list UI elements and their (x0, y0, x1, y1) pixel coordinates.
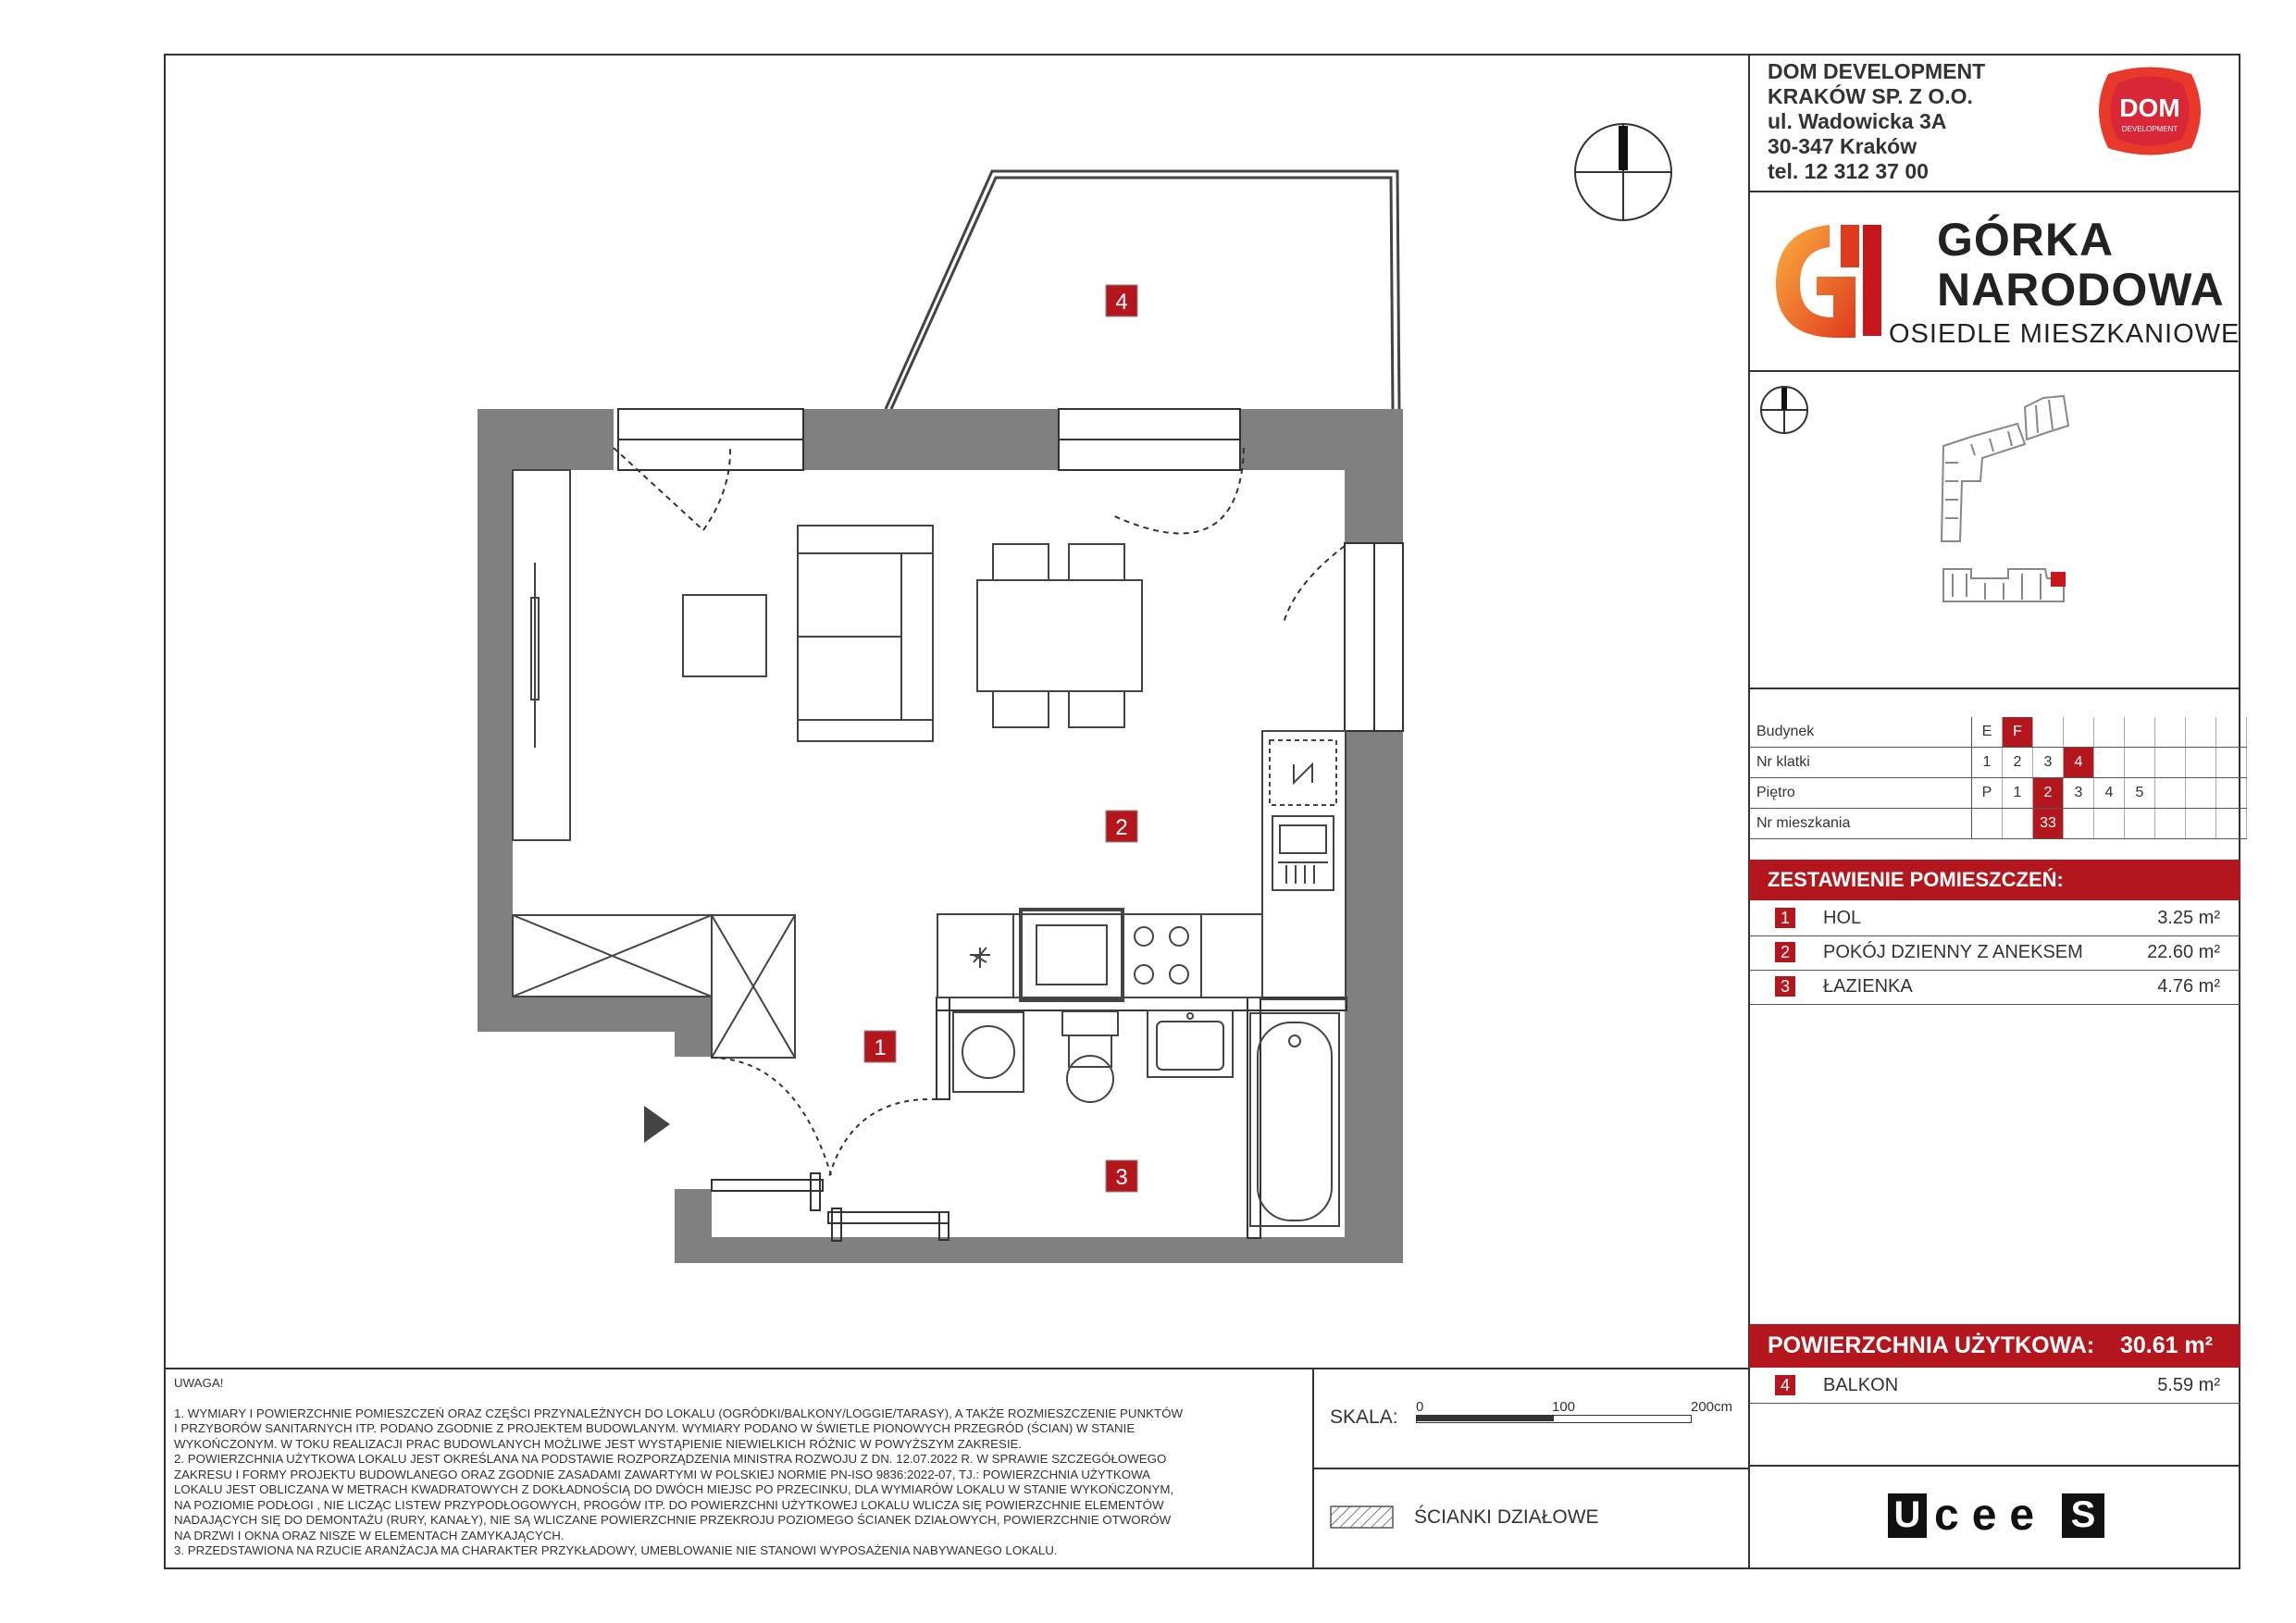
dom-development-logo (2090, 65, 2210, 157)
location-row-label: Piętro (1749, 778, 1972, 809)
location-cell (2155, 748, 2186, 778)
divider-keyplan (1748, 688, 2240, 689)
ucees-logo-s: S (2062, 1493, 2104, 1538)
location-cell: 1 (2003, 778, 2033, 809)
location-cell: 3 (2064, 778, 2094, 809)
location-row (1749, 809, 2247, 839)
location-cell: 5 (2125, 778, 2155, 809)
location-cell (2094, 717, 2125, 748)
room-name: BALKON (1823, 1375, 1899, 1395)
scale-tick-0: 0 (1416, 1399, 1424, 1415)
room-row (1749, 936, 2240, 971)
location-cell (2064, 717, 2094, 748)
divider-company (1748, 191, 2240, 192)
location-row-label: Nr klatki (1749, 748, 1972, 778)
location-cell (2155, 809, 2186, 839)
bathroom-fixtures (953, 1010, 1339, 1226)
total-area-value: 30.61 m² (2119, 1332, 2213, 1358)
notes-line: NA DRZWI I OKNA ORAZ NISZE W ELEMENTACH ZAMYKAJĄCYCH. (174, 1528, 565, 1542)
room-area: 3.25 m² (2157, 908, 2220, 928)
gorka-narodowa-logo-mark (1772, 217, 1883, 347)
project-name (1937, 215, 2225, 315)
divider-notes (164, 1368, 1750, 1369)
notes-line: 3. PRZEDSTAWIONA NA RZUCIE ARANŻACJA MA CHARAKTER PRZYKŁADOWY, UMEBLOWANIE NIE STANOWI WYPOSAŻENIA NABYWANEGO LOKALU. (174, 1543, 1058, 1557)
entrance-arrow-icon (644, 1106, 670, 1143)
company-line: ul. Wadowicka 3A (1768, 109, 1947, 133)
location-cell (2216, 809, 2247, 839)
location-cell: 1 (1972, 748, 2003, 778)
doors (712, 1058, 949, 1241)
ucees-logo-text: cee (1934, 1491, 2048, 1540)
room-area: 4.76 m² (2157, 976, 2220, 997)
location-cell: 4 (2064, 748, 2094, 778)
walls (478, 409, 1403, 1263)
kitchen-counter (937, 731, 1346, 1000)
notes-line: ZAKRESU I FORMY PROJEKTU BUDOWLANEGO ORAZ ZGODNIE ZASADAMI ZAWARTYMI W POLSKIEJ NORMIE PN-ISO 9836:2022-07, TJ.: POWIERZCHNIA UŻYTKOWA (174, 1467, 1151, 1481)
company-line: 30-347 Kraków (1768, 134, 1917, 158)
scale-tick-200: 200cm (1691, 1399, 1733, 1415)
living-furniture (683, 526, 1142, 741)
total-area-bar (1749, 1324, 2240, 1368)
total-area-label: POWIERZCHNIA UŻYTKOWA: (1768, 1332, 2095, 1358)
location-cell (2186, 717, 2216, 748)
room-number-badge: 2 (1775, 942, 1795, 962)
notes-line: NA POZIOMIE PODŁOGI , NIE LICZĄC LISTEW PRZYPODŁOGOWYCH, PROGÓW ITP. DO POWIERZCHNI UŻYTKOWEJ LOKALU WLICZA SIĘ POWIERZCHNIE ELEMENTÓW (174, 1497, 1164, 1512)
plan-label-2: 2 (1115, 815, 1128, 840)
window-doors (614, 448, 1345, 623)
location-row (1749, 717, 2247, 748)
room-number-badge: 4 (1775, 1375, 1795, 1395)
balcony-row (1749, 1369, 2240, 1404)
ucees-logo-u: U (1888, 1493, 1927, 1538)
location-cell: 4 (2094, 778, 2125, 809)
company-line: tel. 12 312 37 00 (1768, 159, 1929, 183)
plan-label-4: 4 (1115, 290, 1128, 315)
location-cell (2094, 809, 2125, 839)
company-info (1768, 59, 1985, 184)
legend-label: ŚCIANKI DZIAŁOWE (1414, 1506, 1599, 1528)
notes-line: WYKOŃCZONYM. W TOKU REALIZACJI PRAC BUDOWLANYCH MOŻLIWE JEST WYSTĄPIENIE NIEWIELKICH RÓŻNIC W POWYŻSZYM ZAKRESIE. (174, 1436, 1023, 1451)
notes-line: I PRZYBORÓW SANITARNYCH ITP. PODANO ZGODNIE Z PROJEKTEM BUDOWLANYM. WYMIARY PODANO W ŚWIETLE PIONOWYCH PRZEGRÓD (ŚCIAN) W STANIE (174, 1421, 1136, 1435)
notes-line: LOKALU JEST OBLICZANA W METRACH KWADRATOWYCH Z DOKŁADNOŚCIĄ DO DWÓCH MIEJSC PO PRZECINKU, DLA WYMIARÓW LOKALU W STANIE WYKOŃCZONYM, (174, 1482, 1174, 1496)
compass-icon (1575, 124, 1671, 220)
dom-logo-text: DOM (2119, 93, 2180, 122)
location-cell (2186, 809, 2216, 839)
location-cell (2064, 809, 2094, 839)
key-plan-icon (1934, 389, 2105, 634)
location-cell (2125, 717, 2155, 748)
notes-block (174, 1376, 1289, 1559)
balcony-outline (886, 171, 1399, 409)
divider-legend (1312, 1468, 1750, 1469)
location-cell (2125, 809, 2155, 839)
room-row (1749, 971, 2240, 1005)
scale-tick-100: 100 (1552, 1399, 1576, 1415)
plan-label-1: 1 (874, 1035, 887, 1060)
location-table (1749, 717, 2247, 839)
room-area: 22.60 m² (2147, 942, 2220, 962)
location-row (1749, 778, 2247, 809)
location-cell: E (1972, 717, 2003, 748)
location-cell (2155, 717, 2186, 748)
divider-footer (1748, 1465, 2240, 1467)
location-cell (2216, 778, 2247, 809)
project-name-line2: NARODOWA (1937, 264, 2225, 316)
location-cell (2155, 778, 2186, 809)
plan-label-3: 3 (1115, 1165, 1128, 1190)
location-cell: 2 (2003, 748, 2033, 778)
company-line: KRAKÓW SP. Z O.O. (1768, 84, 1973, 108)
location-cell: 2 (2033, 778, 2064, 809)
location-cell: P (1972, 778, 2003, 809)
notes-title: UWAGA! (174, 1376, 224, 1390)
divider-project (1748, 370, 2240, 372)
location-cell (2094, 748, 2125, 778)
location-cell: F (2003, 717, 2033, 748)
room-number-badge: 1 (1775, 908, 1795, 928)
wardrobe (513, 470, 570, 840)
location-cell (2216, 748, 2247, 778)
room-area: 5.59 m² (2157, 1375, 2220, 1395)
location-cell: 33 (2033, 809, 2064, 839)
company-line: DOM DEVELOPMENT (1768, 59, 1986, 83)
location-cell (2003, 809, 2033, 839)
notes-line: 2. POWIERZCHNIA UŻYTKOWA LOKALU JEST OKREŚLANA NA PODSTAWIE ROZPORZĄDZENIA MINISTRA ROZWOJU Z DN. 12.07.2022 R. W SPRAWIE SZCZEGÓŁOWEGO (174, 1452, 1167, 1466)
location-row-label: Nr mieszkania (1749, 809, 1972, 839)
project-name-line1: GÓRKA (1937, 214, 2115, 266)
hatch-legend-icon (1330, 1505, 1395, 1530)
location-cell (2033, 717, 2064, 748)
notes-line: NADAJĄCYCH SIĘ DO DEMONTAŻU (RURY, KANAŁY), NIE SĄ WLICZANE POWIERZCHNIE PRZEKROJU POZIOMEGO ŚCIANEK DZIAŁOWYCH, POWIERZCHNIE OTWORÓW (174, 1513, 1172, 1527)
scale-bar-fill (1417, 1416, 1554, 1421)
location-cell (2125, 748, 2155, 778)
notes-line: 1. WYMIARY I POWIERZCHNIE POMIESZCZEŃ ORAZ CZĘŚCI PRZYNALEŻNYCH DO LOKALU (OGRÓDKI/BALKONY/LOGGIE/TARASY), A TAKŻE ROZMIESZCZENIE PUNKTÓW (174, 1406, 1184, 1420)
location-cell (2186, 748, 2216, 778)
location-cell (2186, 778, 2216, 809)
north-compass-icon (1758, 384, 1810, 436)
location-row (1749, 748, 2247, 778)
room-name: HOL (1823, 908, 1862, 928)
scale-bar (1416, 1415, 1692, 1423)
location-cell (1972, 809, 2003, 839)
summary-header: ZESTAWIENIE POMIESZCZEŃ: (1749, 860, 2240, 900)
location-cell: 3 (2033, 748, 2064, 778)
room-row (1749, 902, 2240, 936)
location-row-label: Budynek (1749, 717, 1972, 748)
kitchen-units-left (513, 915, 795, 1058)
room-name: ŁAZIENKA (1823, 976, 1913, 997)
scale-label: SKALA: (1330, 1406, 1398, 1428)
room-name: POKÓJ DZIENNY Z ANEKSEM (1823, 942, 2083, 962)
location-cell (2216, 717, 2247, 748)
room-number-badge: 3 (1775, 976, 1795, 997)
dom-logo-subtext: DEVELOPMENT (2121, 125, 2178, 133)
project-subtitle: OSIEDLE MIESZKANIOWE (1889, 319, 2240, 349)
partition-wall (937, 997, 1347, 1238)
